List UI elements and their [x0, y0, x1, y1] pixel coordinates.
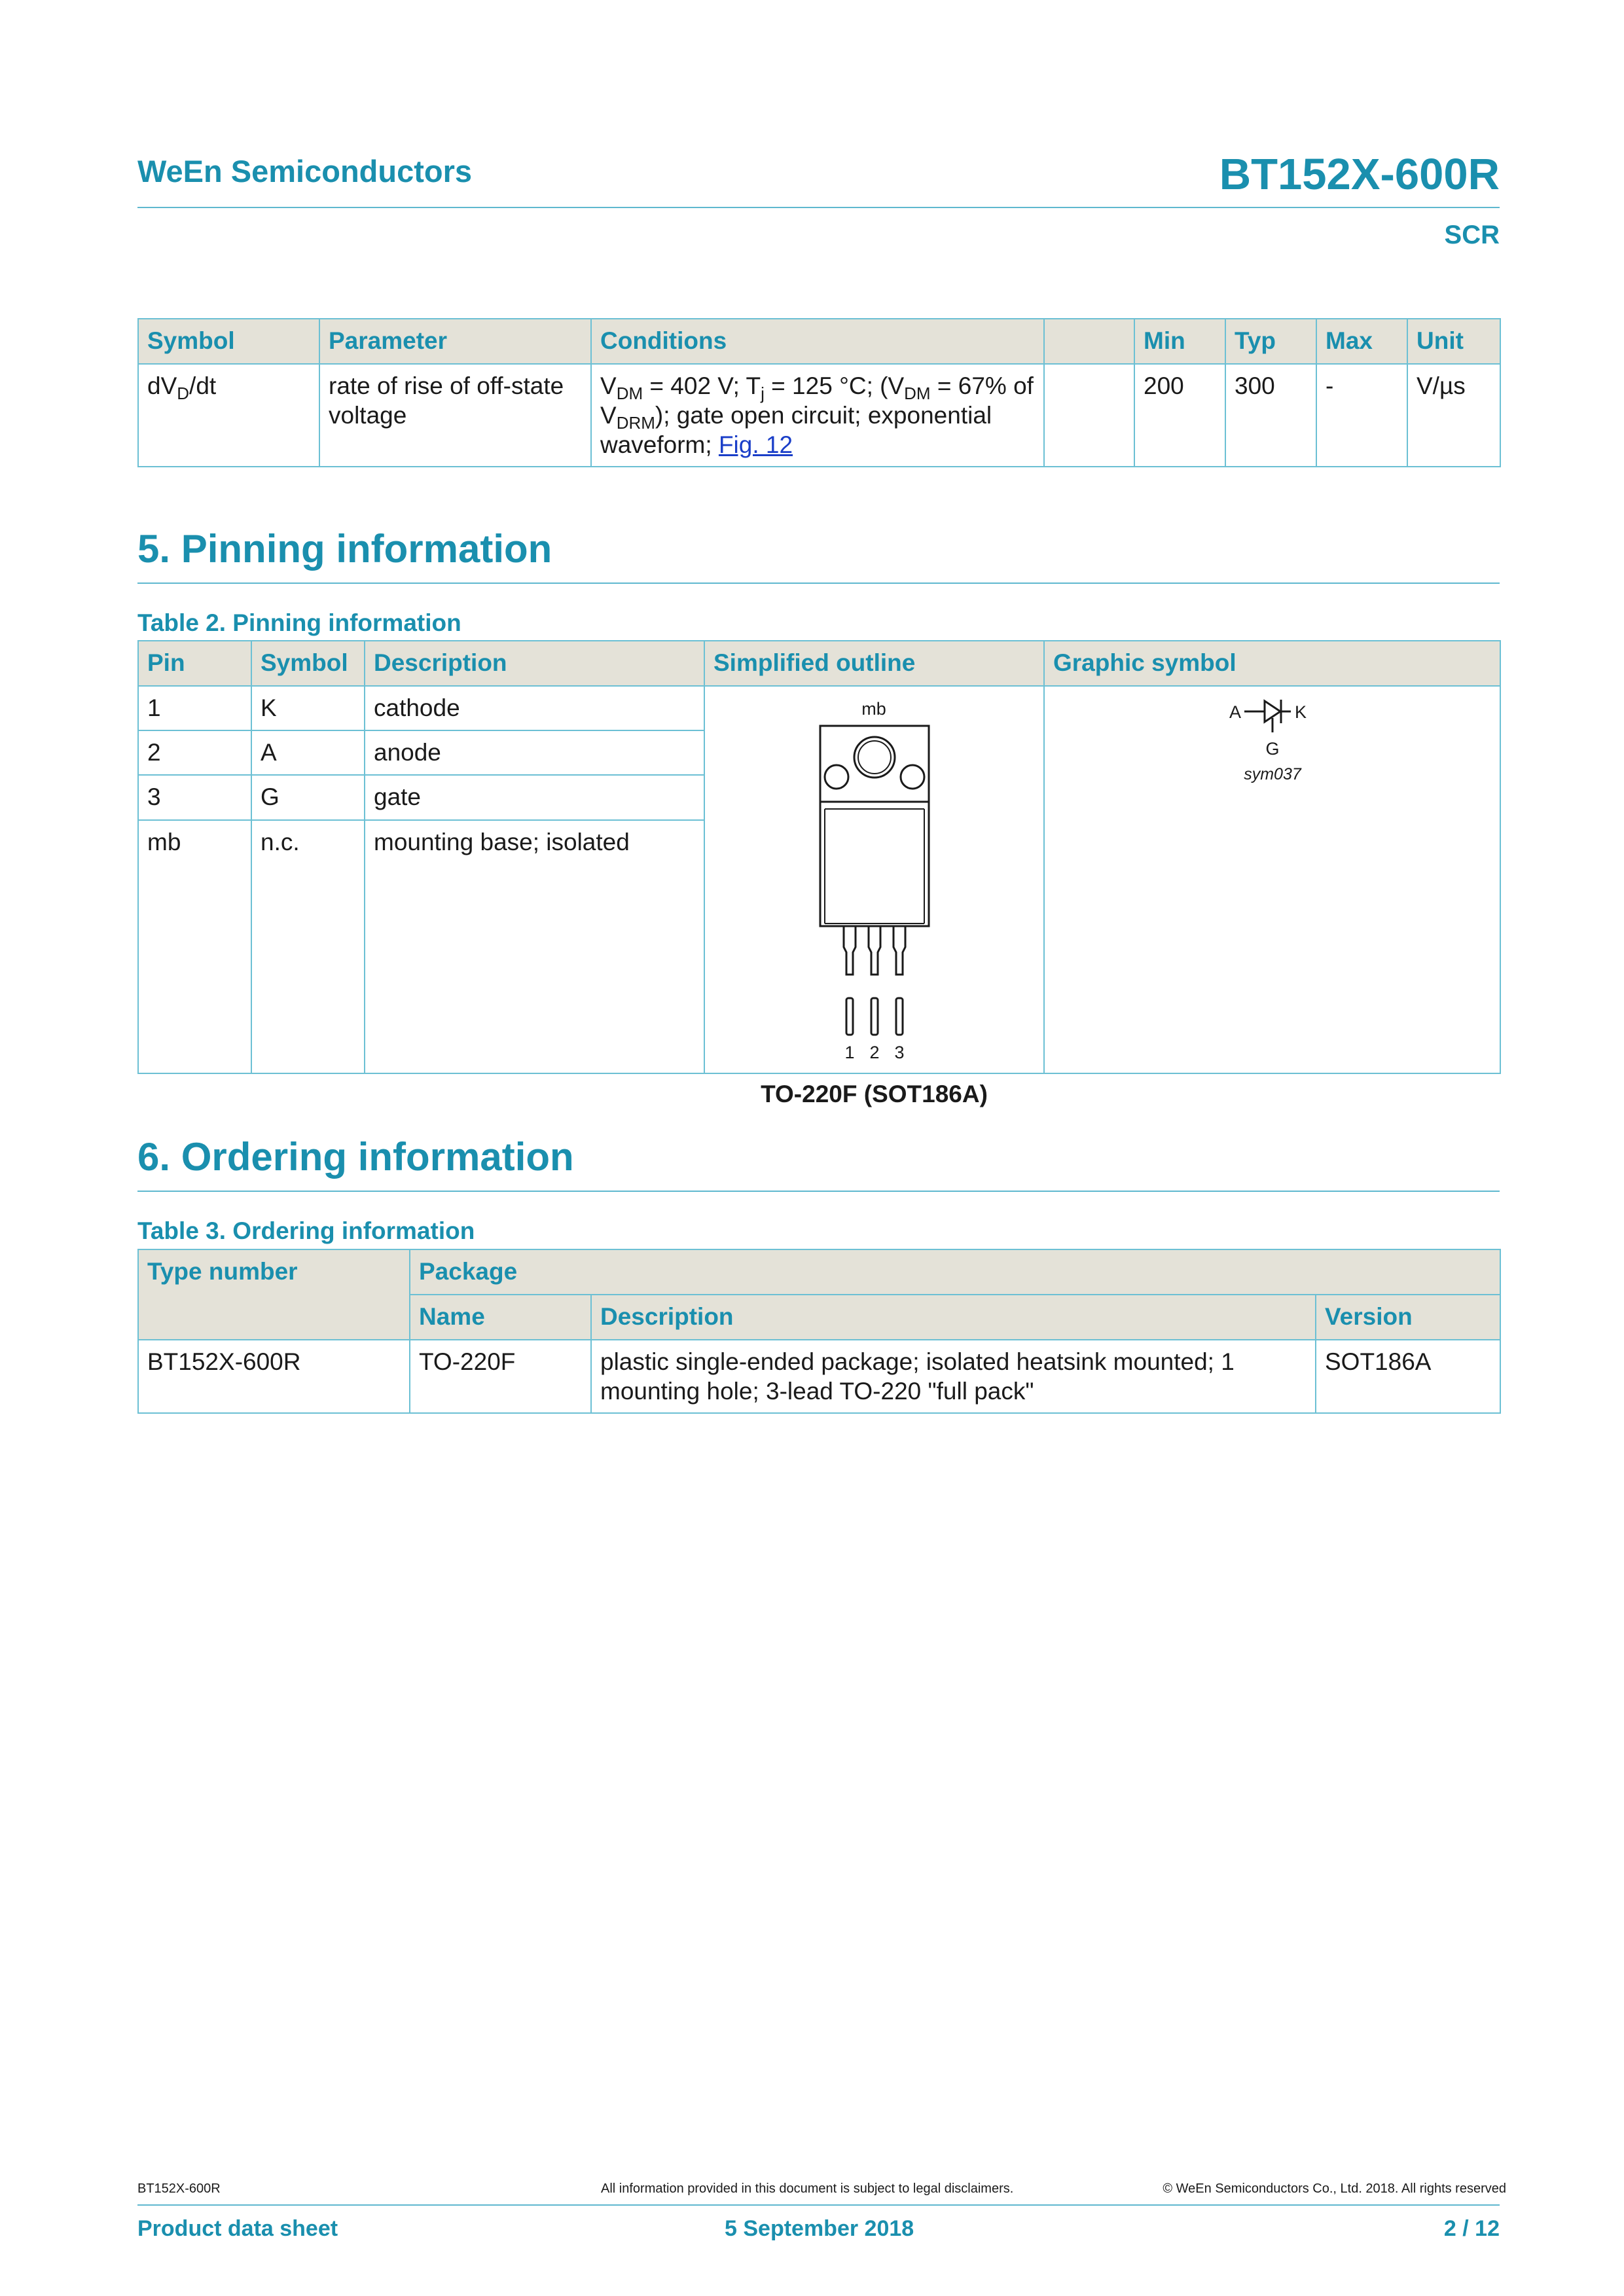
col-simplified-outline: Simplified outline	[704, 641, 1044, 686]
table-row	[138, 686, 1500, 730]
anode-label: A	[1229, 702, 1242, 722]
cell-pin: mb	[138, 820, 251, 1073]
col-version: Version	[1316, 1295, 1500, 1340]
symbol-ref: sym037	[1244, 765, 1301, 783]
pin-1-label: 1	[844, 1043, 855, 1062]
mb-label: mb	[861, 699, 886, 719]
footer-doc-type: Product data sheet	[137, 2216, 338, 2241]
col-description: Description	[365, 641, 704, 686]
package-caption: TO-220F (SOT186A)	[761, 1081, 988, 1107]
cell-pin: 1	[138, 686, 251, 730]
col-pin: Pin	[138, 641, 251, 686]
pin-2-label: 2	[869, 1043, 880, 1062]
col-symbol: Symbol	[251, 641, 365, 686]
col-symbol: Symbol	[138, 319, 319, 364]
pin-3-label: 3	[894, 1043, 905, 1062]
ordering-table	[137, 1249, 1501, 1414]
section-6-title: 6. Ordering information	[137, 1135, 574, 1179]
table-3-caption: Table 3. Ordering information	[137, 1217, 475, 1244]
cell-description: gate	[365, 775, 704, 819]
company-name: WeEn Semiconductors	[137, 154, 473, 188]
cell-parameter: rate of rise of off-state voltage	[319, 364, 591, 467]
cell-unit: V/µs	[1407, 364, 1500, 467]
cell-max: -	[1316, 364, 1407, 467]
col-parameter: Parameter	[319, 319, 591, 364]
cell-min: 200	[1134, 364, 1225, 467]
cell-typ: 300	[1225, 364, 1316, 467]
graphic-symbol-cell	[1044, 686, 1500, 1073]
col-description: Description	[591, 1295, 1316, 1340]
cell-symbol: A	[251, 730, 365, 775]
table-2-caption: Table 2. Pinning information	[137, 609, 461, 636]
footer-divider	[137, 2204, 1500, 2206]
col-typ: Typ	[1225, 319, 1316, 364]
to220f-package-outline	[705, 687, 1045, 1073]
cell-description: anode	[365, 730, 704, 775]
cell-description: cathode	[365, 686, 704, 730]
table-header-row	[138, 1249, 1500, 1295]
fig-12-link[interactable]: Fig. 12	[718, 431, 793, 458]
footer-copyright: © WeEn Semiconductors Co., Ltd. 2018. All rights reserved	[1163, 2181, 1506, 2196]
cell-version: SOT186A	[1316, 1340, 1500, 1413]
col-min: Min	[1134, 319, 1225, 364]
cell-blank	[1044, 364, 1134, 467]
table-header-row	[138, 319, 1500, 364]
gate-label: G	[1265, 739, 1280, 759]
cell-symbol: $dV_D/dt$	[138, 364, 319, 467]
cell-type-number: BT152X-600R	[138, 1340, 410, 1413]
device-type: SCR	[1444, 221, 1500, 249]
footer-disclaimer: All information provided in this document is subject to legal disclaimers.	[601, 2181, 1014, 2196]
col-max: Max	[1316, 319, 1407, 364]
cell-description: mounting base; isolated	[365, 820, 704, 1073]
cell-description: plastic single-ended package; isolated heatsink mounted; 1 mounting hole; 3-lead TO-220 "full pack"	[591, 1340, 1316, 1413]
header-divider	[137, 207, 1500, 208]
cell-symbol: K	[251, 686, 365, 730]
col-name: Name	[410, 1295, 591, 1340]
section-6-divider	[137, 1191, 1500, 1192]
characteristics-table	[137, 318, 1501, 467]
cell-conditions: $V_{DM} = 402$ V; $T_j = 125$ °C; ($V_{DM} = 67\%$ of $V_{DRM}$); gate open circuit; exponential waveform; Fig. 12	[591, 364, 1044, 467]
col-package: Package	[410, 1249, 1500, 1295]
col-type-number: Type number	[138, 1249, 410, 1340]
footer-page-number: 2 / 12	[1443, 2216, 1500, 2241]
footer-doc-id: BT152X-600R	[137, 2181, 221, 2196]
cell-symbol: G	[251, 775, 365, 819]
col-unit: Unit	[1407, 319, 1500, 364]
cell-pin: 2	[138, 730, 251, 775]
cell-pin: 3	[138, 775, 251, 819]
col-blank	[1044, 319, 1134, 364]
cell-name: TO-220F	[410, 1340, 591, 1413]
part-number: BT152X-600R	[1219, 150, 1500, 199]
section-5-title: 5. Pinning information	[137, 527, 552, 571]
table-row	[138, 364, 1500, 467]
table-row	[138, 1340, 1500, 1413]
outline-cell	[704, 686, 1044, 1107]
scr-symbol	[1045, 687, 1501, 804]
pinning-table	[137, 640, 1501, 1107]
cell-symbol: n.c.	[251, 820, 365, 1073]
section-5-divider	[137, 583, 1500, 584]
table-header-row	[138, 641, 1500, 686]
col-graphic-symbol: Graphic symbol	[1044, 641, 1500, 686]
cathode-label: K	[1294, 702, 1307, 722]
col-conditions: Conditions	[591, 319, 1044, 364]
footer-date: 5 September 2018	[725, 2216, 914, 2241]
